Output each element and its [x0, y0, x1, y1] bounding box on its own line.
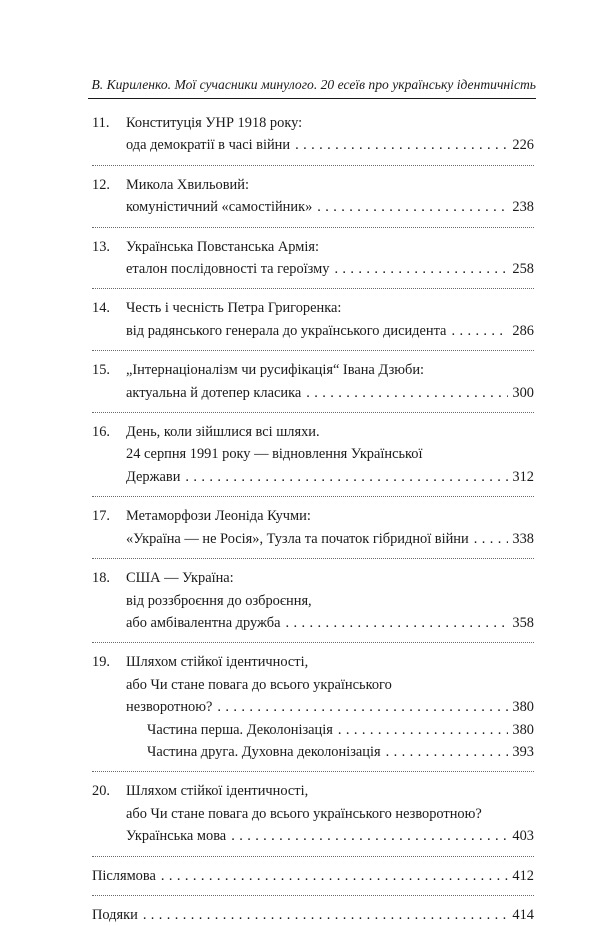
entry-body	[126, 297, 534, 342]
page-number: 380	[512, 721, 534, 738]
toc-entry	[92, 236, 534, 281]
dot-leader	[386, 741, 508, 763]
entry-title-line: від роззброєння до озброєння,	[126, 592, 312, 609]
entry-title-line: Подяки	[92, 906, 138, 923]
dot-leader	[217, 696, 508, 718]
entry-title-line: ода демократії в часі війни	[126, 137, 291, 154]
entry-title-line: Конституція УНР 1918 року:	[126, 115, 303, 131]
toc-entry	[92, 359, 534, 404]
entry-title-line: Післямова	[92, 867, 156, 884]
dot-leader	[306, 382, 508, 404]
entry-title-line: або амбівалентна дружба	[126, 614, 281, 631]
dot-leader	[451, 320, 508, 342]
toc-entry	[92, 567, 534, 634]
toc-entry	[92, 651, 534, 763]
toc-leader-line	[126, 528, 534, 550]
entry-title-line: Українська мова	[126, 828, 227, 845]
entry-title-line: комуністичний «самостійник»	[126, 199, 313, 216]
entry-title-line: Честь і чесність Петра Григоренка:	[126, 300, 342, 317]
page-number: 238	[512, 199, 534, 216]
toc-entry	[92, 780, 534, 847]
page-number: 258	[512, 261, 534, 278]
running-head: В. Кириленко. Мої сучасники минулого. 20 есеїв про українську ідентичність	[91, 77, 536, 92]
page-number: 300	[512, 384, 534, 401]
entry-body	[126, 505, 534, 550]
entry-title-line: незворотною?	[126, 699, 213, 716]
dot-leader	[231, 825, 508, 847]
entry-number: 13.	[92, 238, 110, 255]
closing-entry	[92, 904, 534, 926]
dot-leader	[474, 528, 508, 550]
dot-leader	[161, 865, 508, 887]
page-number: 338	[512, 530, 534, 547]
entry-title-line: або Чи стане повага до всього українського незворотною?	[126, 805, 482, 822]
page-number: 226	[512, 137, 534, 154]
dot-leader	[317, 196, 508, 218]
entry-number: 17.	[92, 508, 110, 525]
toc-leader-line	[126, 320, 534, 342]
page-number: 312	[512, 468, 534, 485]
toc-entry	[92, 112, 534, 157]
entry-title-line: «Україна — не Росія», Тузла та початок гібридної війни	[126, 530, 469, 547]
entry-title-line: США — Україна:	[126, 570, 234, 587]
dot-leader	[338, 719, 508, 741]
entry-number: 15.	[92, 362, 110, 379]
toc-leader-line	[126, 466, 534, 488]
entry-body	[126, 359, 534, 404]
page-number: 380	[512, 699, 534, 716]
closing-entry	[92, 865, 534, 887]
page-number: 286	[512, 322, 534, 339]
dotted-separator	[92, 496, 534, 497]
subsection-line	[147, 741, 534, 763]
entry-title-line: Держави	[126, 468, 181, 485]
entry-title-line: Українська Повстанська Армія:	[126, 238, 319, 255]
subsection-line	[147, 719, 534, 741]
dotted-separator	[92, 227, 534, 228]
toc-leader-line	[126, 134, 534, 156]
entry-body	[126, 780, 534, 847]
dot-leader	[295, 134, 508, 156]
page-number: 393	[512, 743, 534, 760]
dotted-separator	[92, 165, 534, 166]
entry-title-line: 24 серпня 1991 року — відновлення Української	[126, 446, 423, 463]
toc-leader-line	[126, 258, 534, 280]
entry-title-line: Метаморфози Леоніда Кучми:	[126, 508, 311, 525]
page-number: 412	[512, 867, 534, 884]
toc-leader-line	[126, 696, 534, 718]
entry-body	[126, 567, 534, 634]
entry-title-line: Шляхом стійкої ідентичності,	[126, 654, 309, 671]
entry-title-line: Частина перша. Деколонізація	[147, 721, 333, 738]
entry-title-line: еталон послідовності та героїзму	[126, 261, 330, 278]
table-of-contents	[92, 112, 534, 926]
dot-leader	[285, 612, 508, 634]
entry-title-line: „Інтернаціоналізм чи русифікація“ Івана Дзюби:	[126, 362, 425, 379]
page-number: 358	[512, 614, 534, 631]
entry-title-line: або Чи стане повага до всього українського	[126, 676, 392, 693]
entry-title-line: Микола Хвильовий:	[126, 176, 249, 193]
entry-title-line: від радянського генерала до українського дисидента	[126, 322, 447, 339]
entry-title-line: День, коли зійшлися всі шляхи.	[126, 424, 320, 441]
dot-leader	[334, 258, 508, 280]
toc-entry	[92, 297, 534, 342]
entry-number: 12.	[92, 176, 110, 193]
toc-entry	[92, 421, 534, 488]
toc-leader-line	[126, 825, 534, 847]
dotted-separator	[92, 642, 534, 643]
entry-body	[126, 651, 534, 763]
toc-entry	[92, 174, 534, 219]
entry-title-line: Частина друга. Духовна деколонізація	[147, 743, 381, 760]
dotted-separator	[92, 288, 534, 289]
dot-leader	[185, 466, 508, 488]
entry-title-line: актуальна й дотепер класика	[126, 384, 302, 401]
entry-body	[126, 421, 534, 488]
entry-body	[126, 112, 534, 157]
entry-number: 14.	[92, 300, 110, 317]
page-number: 403	[512, 828, 534, 845]
dotted-separator	[92, 856, 534, 857]
toc-leader-line	[126, 612, 534, 634]
dotted-separator	[92, 412, 534, 413]
entry-number: 20.	[92, 783, 110, 800]
toc-leader-line	[126, 196, 534, 218]
entry-number: 19.	[92, 654, 110, 671]
entry-number: 11.	[92, 115, 110, 131]
dot-leader	[143, 904, 508, 926]
page-number: 414	[512, 906, 534, 923]
dotted-separator	[92, 350, 534, 351]
entry-number: 16.	[92, 424, 110, 441]
dotted-separator	[92, 558, 534, 559]
entry-number: 18.	[92, 570, 110, 587]
entry-body	[126, 174, 534, 219]
toc-leader-line	[126, 382, 534, 404]
entry-title-line: Шляхом стійкої ідентичності,	[126, 783, 309, 800]
entry-body	[126, 236, 534, 281]
dotted-separator	[92, 771, 534, 772]
header-rule	[88, 98, 536, 99]
dotted-separator	[92, 895, 534, 896]
toc-entry	[92, 505, 534, 550]
